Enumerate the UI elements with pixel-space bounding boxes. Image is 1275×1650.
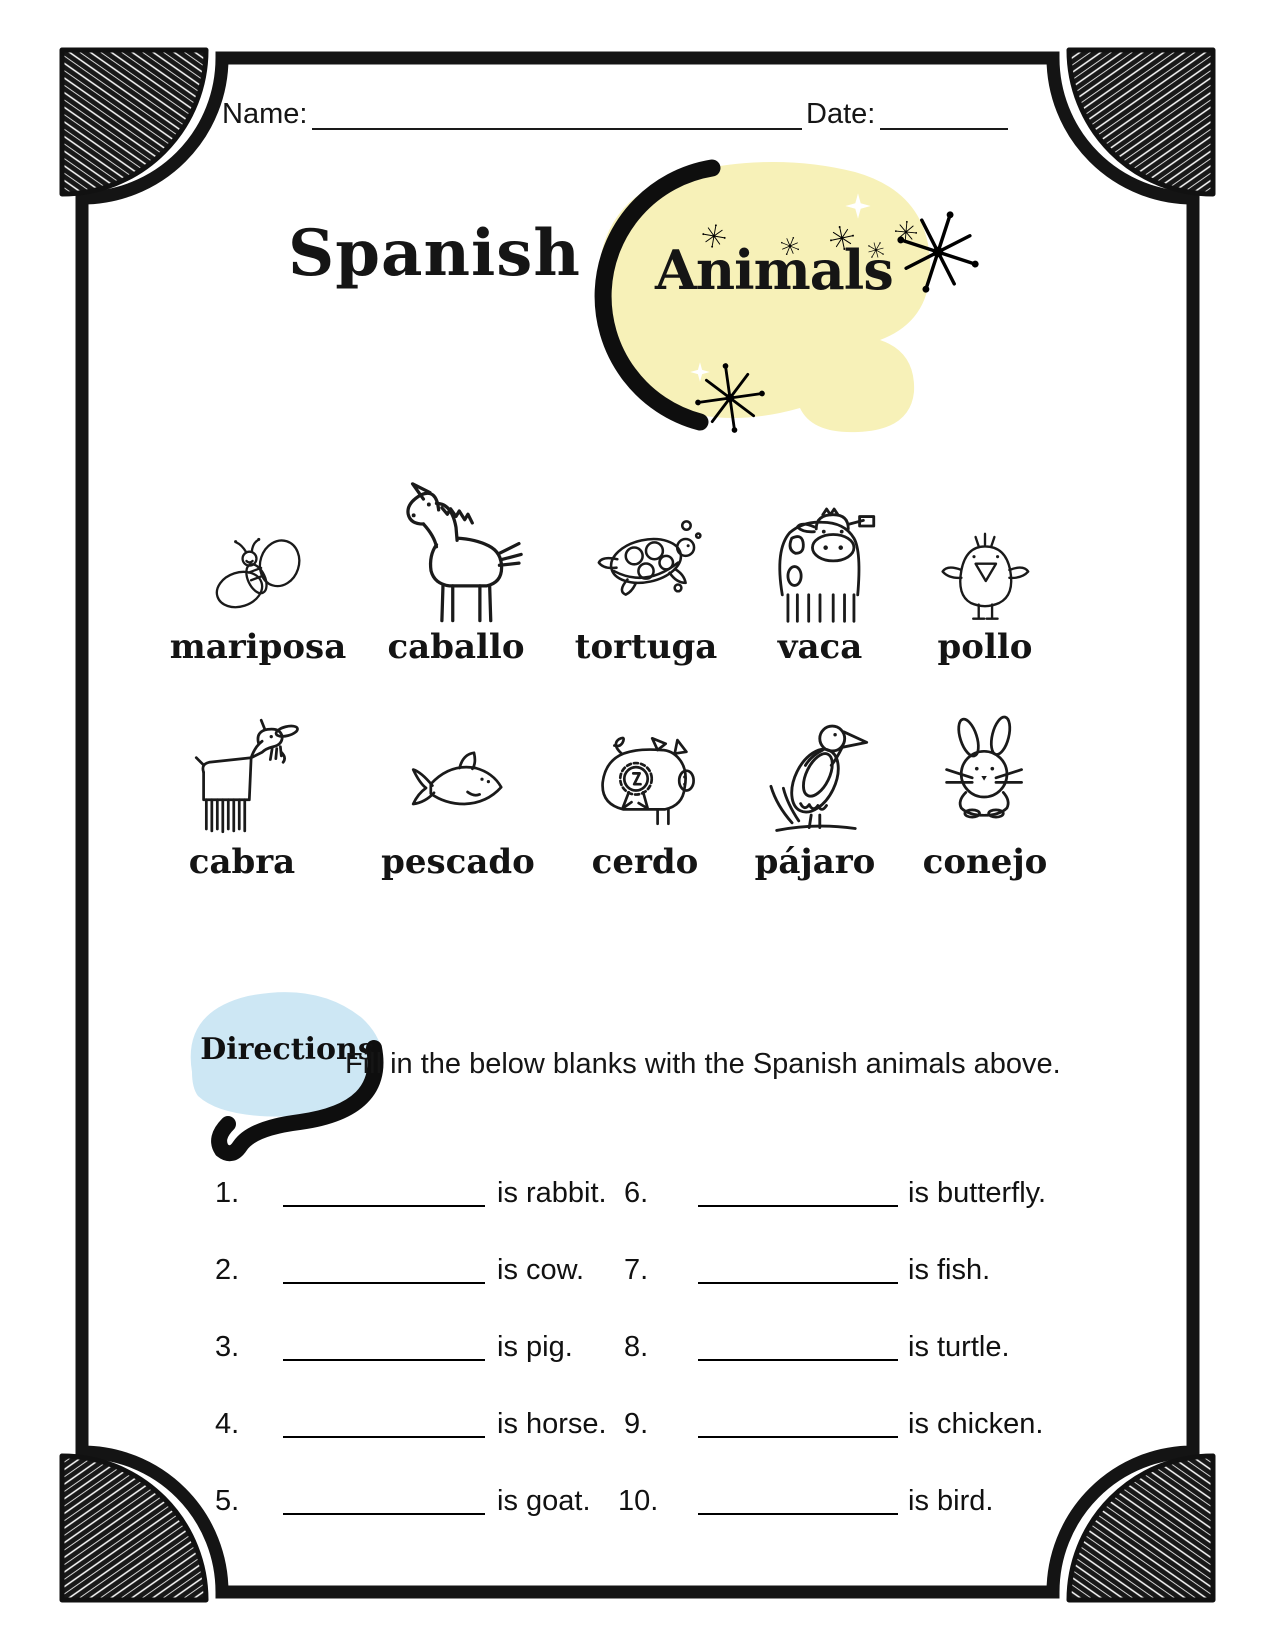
vocab-card-pescado — [363, 688, 553, 882]
question-phrase: is cow. — [497, 1254, 585, 1286]
question-phrase: is turtle. — [908, 1331, 1010, 1363]
vocab-label: caballo — [387, 627, 525, 667]
question-row-3 — [0, 1329, 1275, 1367]
vocab-label: cerdo — [591, 842, 699, 882]
name-input-line[interactable] — [312, 98, 802, 130]
answer-blank-4[interactable] — [283, 1410, 485, 1438]
answer-blank-8[interactable] — [698, 1333, 898, 1361]
butterfly-icon — [204, 517, 312, 625]
question-row-5 — [0, 1483, 1275, 1521]
vocab-card-conejo — [890, 688, 1080, 882]
question-number: 6. — [624, 1177, 649, 1209]
vocab-card-pollo — [890, 455, 1080, 667]
vocab-card-cabra — [147, 688, 337, 882]
question-row-4 — [0, 1406, 1275, 1444]
vocab-label: conejo — [922, 842, 1048, 882]
date-input-line[interactable] — [880, 98, 1008, 130]
question-number: 8. — [624, 1331, 649, 1363]
bird-icon — [748, 706, 882, 840]
page-title-spanish: Spanish — [288, 216, 581, 291]
question-number: 5. — [215, 1485, 240, 1517]
vocab-card-vaca — [725, 455, 915, 667]
question-number: 7. — [624, 1254, 649, 1286]
question-number: 4. — [215, 1408, 240, 1440]
question-number: 10. — [618, 1485, 659, 1517]
corner-hatch-bottom-right-icon — [1069, 1456, 1213, 1600]
question-phrase: is rabbit. — [497, 1177, 607, 1209]
directions-instruction: Fill in the below blanks with the Spanish animals above. — [345, 1048, 1061, 1080]
corner-hatch-top-right-icon — [1069, 50, 1213, 194]
question-phrase: is chicken. — [908, 1408, 1044, 1440]
horse-icon — [380, 473, 532, 625]
answer-blank-5[interactable] — [283, 1487, 485, 1515]
answer-blank-2[interactable] — [283, 1256, 485, 1284]
question-row-1 — [0, 1175, 1275, 1213]
chicken-icon — [930, 515, 1040, 625]
vocab-label: pescado — [381, 842, 535, 882]
question-row-2 — [0, 1252, 1275, 1290]
goat-icon — [178, 712, 306, 840]
corner-hatch-top-left-icon — [62, 50, 206, 194]
vocab-card-pajaro — [720, 688, 910, 882]
answer-blank-3[interactable] — [283, 1333, 485, 1361]
question-number: 2. — [215, 1254, 240, 1286]
rabbit-icon — [921, 712, 1049, 840]
cow-icon — [754, 493, 886, 625]
answer-blank-10[interactable] — [698, 1487, 898, 1515]
question-phrase: is goat. — [497, 1485, 591, 1517]
vocab-label: tortuga — [574, 627, 718, 667]
question-number: 9. — [624, 1408, 649, 1440]
date-label: Date: — [806, 98, 876, 130]
answer-blank-6[interactable] — [698, 1179, 898, 1207]
question-phrase: is pig. — [497, 1331, 573, 1363]
question-phrase: is bird. — [908, 1485, 994, 1517]
question-phrase: is butterfly. — [908, 1177, 1047, 1209]
question-number: 1. — [215, 1177, 240, 1209]
question-number: 3. — [215, 1331, 240, 1363]
corner-hatch-bottom-left-icon — [62, 1456, 206, 1600]
directions-badge: Directions — [200, 1032, 375, 1067]
question-phrase: is fish. — [908, 1254, 991, 1286]
vocab-card-mariposa — [163, 455, 353, 667]
answer-blank-1[interactable] — [283, 1179, 485, 1207]
vocab-card-cerdo — [550, 688, 740, 882]
vocab-label: mariposa — [169, 627, 347, 667]
question-phrase: is horse. — [497, 1408, 607, 1440]
turtle-icon — [587, 507, 705, 625]
vocab-label: vaca — [777, 627, 863, 667]
vocab-label: pollo — [937, 627, 1033, 667]
page-title-animals: Animals — [655, 238, 893, 302]
vocab-card-caballo — [361, 455, 551, 667]
pig-icon — [582, 714, 708, 840]
answer-blank-7[interactable] — [698, 1256, 898, 1284]
vocab-label: cabra — [188, 842, 296, 882]
fish-icon — [402, 728, 514, 840]
vocab-card-tortuga — [551, 455, 741, 667]
name-label: Name: — [222, 98, 308, 130]
answer-blank-9[interactable] — [698, 1410, 898, 1438]
vocab-label: pájaro — [754, 842, 876, 882]
